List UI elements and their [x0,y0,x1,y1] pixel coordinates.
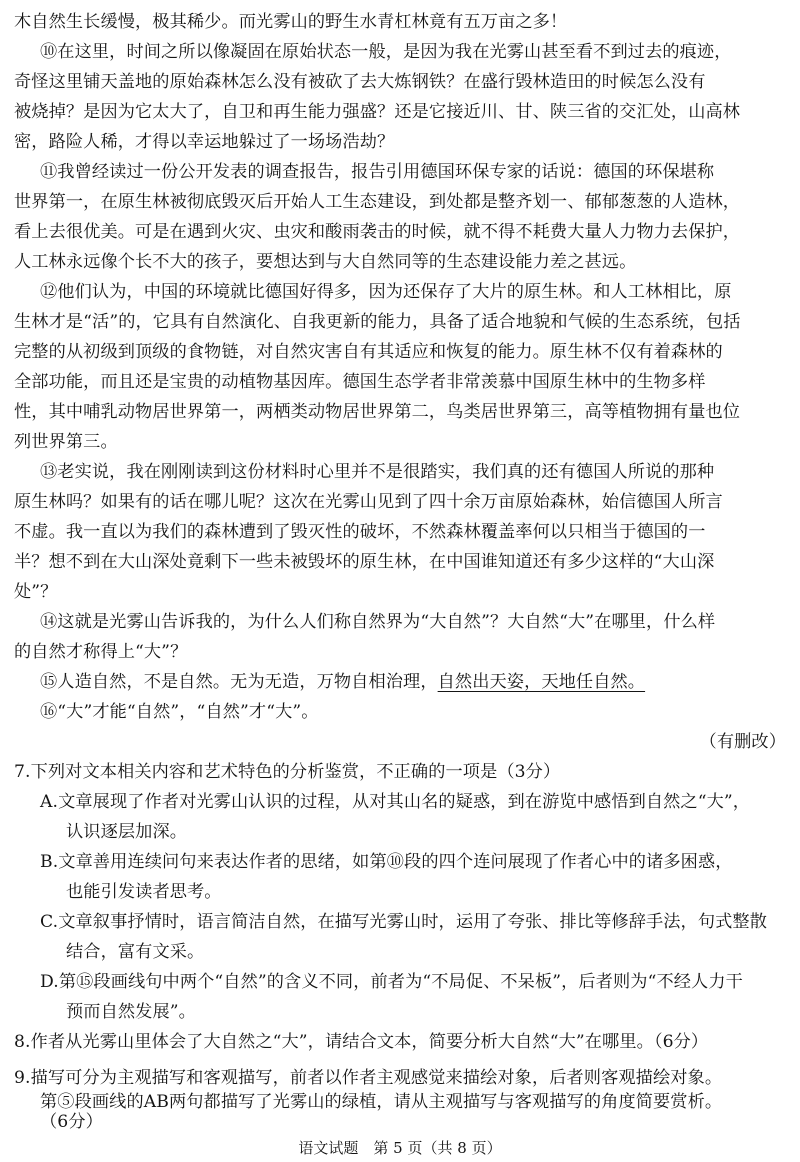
page-footer: 语文试题 第 5 页（共 8 页） [298,1139,502,1157]
paragraph-12-line-6: 列世界第三。 [14,432,118,452]
paragraph-12-line-4: 全部功能，而且还是宝贵的动植物基因库。德国生态学者非常羡慕中国原生林中的生物多样 [14,372,706,392]
paragraph-11-line-4: 人工林永远像个长不大的孩子，要想达到与大自然同等的生态建设能力差之甚远。 [14,252,637,272]
question-7-option-d-line-1: D.第⑮段画线句中两个“自然”的含义不同，前者为“不局促、不呆板”，后者则为“不经人力干 [40,972,743,992]
paragraph-11-line-2: 世界第一，在原生林被彻底毁灭后开始人工生态建设，到处都是整齐划一、郁郁葱葱的人造林， [14,192,741,212]
question-9-line-1: 9.描写可分为主观描写和客观描写，前者以作者主观感觉来描绘对象，后者则客观描绘对象。 [14,1068,723,1088]
paragraph-15-underlined-sentence: 自然出天姿，天地任自然。 [437,672,646,692]
paragraph-13-line-3: 不虚。我一直以为我们的森林遭到了毁灭性的破坏，不然森林覆盖率何以只相当于德国的一 [14,522,706,542]
question-7-option-c-line-2: 结合，富有文采。 [66,942,205,962]
paragraph-10-line-3: 被烧掉？是因为它太大了，自卫和再生能力强盛？还是它接近川、甘、陕三省的交汇处，山高林 [14,102,741,122]
question-9-line-3: （6分） [40,1112,103,1132]
question-9-line-2: 第⑤段画线的AB两句都描写了光雾山的绿植，请从主观描写与客观描写的角度简要赏析。 [40,1092,723,1112]
question-7-stem: 7.下列对文本相关内容和艺术特色的分析鉴赏，不正确的一项是（3分） [14,762,561,782]
paragraph-11-line-1: ⑪我曾经读过一份公开发表的调查报告，报告引用德国环保专家的话说：德国的环保堪称 [40,162,715,182]
paragraph-13-line-5: 处”？ [14,582,58,602]
paragraph-13-line-4: 半？想不到在大山深处竟剩下一些未被毁坏的原生林，在中国谁知道还有多少这样的“大山深 [14,552,715,572]
paragraph-10-line-4: 密，路险人稀，才得以幸运地躲过了一场场浩劫？ [14,132,395,152]
question-7-option-d-line-2: 预而自然发展”。 [66,1002,196,1022]
paragraph-16: ⑯“大”才能“自然”，“自然”才“大”。 [40,702,319,722]
paragraph-12-line-3: 完整的从初级到顶级的食物链，对自然灾害自有其适应和恢复的能力。原生林不仅有着森林的 [14,342,723,362]
paragraph-12-line-2: 生林才是“活”的，它具有自然演化、自我更新的能力，具备了适合地貌和气候的生态系统，包括 [14,312,741,332]
paragraph-11-line-3: 看上去很优美。可是在遇到火灾、虫灾和酸雨袭击的时候，就不得不耗费大量人力物力去保护， [14,222,741,242]
paragraph-15 [40,670,788,694]
paragraph-12-line-1: ⑫他们认为，中国的环境就比德国好得多，因为还保存了大片的原生林。和人工林相比，原 [40,282,732,302]
paragraph-10-line-1: ⑩在这里，时间之所以像凝固在原始状态一般，是因为我在光雾山甚至看不到过去的痕迹， [40,42,732,62]
question-7-option-a-line-1: A.文章展现了作者对光雾山认识的过程，从对其山名的疑惑，到在游览中感悟到自然之“大”， [40,792,751,812]
question-7-option-a-line-2: 认识逐层加深。 [66,822,188,842]
question-7-option-c-line-1: C.文章叙事抒情时，语言简洁自然，在描写光雾山时，运用了夸张、排比等修辞手法，句式整散 [40,912,767,932]
passage-continuation-line: 木自然生长缓慢，极其稀少。而光雾山的野生水青杠林竟有五万亩之多！ [14,12,568,32]
paragraph-15-text: ⑮人造自然，不是自然。无为无造，万物自相治理， [40,672,438,692]
paragraph-14-line-1: ⑭这就是光雾山告诉我的，为什么人们称自然界为“大自然”？大自然“大”在哪里，什么样 [40,612,716,632]
paragraph-12-line-5: 性，其中哺乳动物居世界第一，两栖类动物居世界第二，鸟类居世界第三，高等植物拥有量也位 [14,402,741,422]
question-8: 8.作者从光雾山里体会了大自然之“大”，请结合文本，简要分析大自然“大”在哪里。（6分） [14,1032,709,1052]
paragraph-13-line-1: ⑬老实说，我在刚刚读到这份材料时心里并不是很踏实，我们真的还有德国人所说的那种 [40,462,715,482]
paragraph-10-line-2: 奇怪这里铺天盖地的原始森林怎么没有被砍了去大炼钢铁？在盛行毁林造田的时候怎么没有 [14,72,706,92]
paragraph-14-line-2: 的自然才称得上“大”？ [14,642,188,662]
edit-note: （有删改） [699,732,786,752]
paragraph-13-line-2: 原生林吗？如果有的话在哪儿呢？这次在光雾山见到了四十余万亩原始森林，始信德国人所言 [14,492,723,512]
question-7-option-b-line-2: 也能引发读者思考。 [66,882,222,902]
question-7-option-b-line-1: B.文章善用连续问句来表达作者的思绪，如第⑩段的四个连问展现了作者心中的诸多困惑， [40,852,733,872]
